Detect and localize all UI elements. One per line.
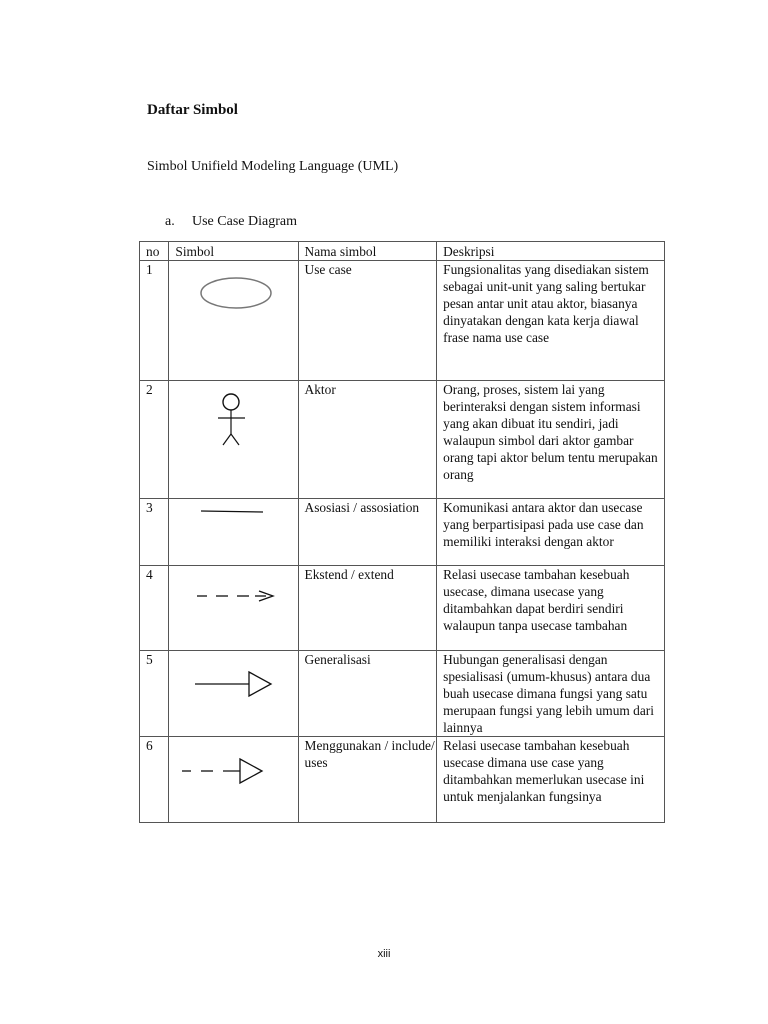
header-description: Deskripsi [437, 242, 665, 261]
symbol-name: Use case [298, 261, 437, 381]
symbol-cell [169, 499, 298, 566]
table-row [140, 651, 665, 737]
table-row [140, 261, 665, 381]
table-header-row [140, 242, 665, 261]
row-number: 4 [140, 566, 169, 651]
symbol-cell [169, 737, 298, 823]
symbol-name: Menggunakan / include/ uses [298, 737, 437, 823]
symbol-cell [169, 651, 298, 737]
section-marker: a. [165, 214, 175, 229]
symbol-name: Generalisasi [298, 651, 437, 737]
symbol-description: Hubungan generalisasi dengan spesialisasi (umum-khusus) antara dua buah usecase dimana fungsi yang satu merupaan fungsi yang lebih umum dari lainnya [437, 651, 665, 737]
row-number: 6 [140, 737, 169, 823]
extend-dashed-arrow-icon [175, 566, 291, 626]
symbol-cell [169, 261, 298, 381]
table-row [140, 499, 665, 566]
row-number: 3 [140, 499, 169, 566]
row-number: 1 [140, 261, 169, 381]
section-title-text: Use Case Diagram [192, 214, 297, 229]
page-number: xiii [377, 948, 391, 960]
use-case-ellipse-icon [175, 261, 291, 361]
symbol-description: Relasi usecase tambahan kesebuah usecase, dimana usecase yang ditambahkan dapat berdiri sendiri walaupun tanpa usecase tambahan [437, 566, 665, 651]
generalization-arrow-icon [175, 651, 291, 711]
symbol-cell [169, 381, 298, 499]
header-no: no [140, 242, 169, 261]
symbol-cell [169, 566, 298, 651]
symbol-description: Relasi usecase tambahan kesebuah usecase dimana use case yang ditambahkan memerlukan usecase ini untuk menjalankan fungsinya [437, 737, 665, 823]
symbol-name: Ekstend / extend [298, 566, 437, 651]
symbol-description: Komunikasi antara aktor dan usecase yang berpartisipasi pada use case dan memiliki interaksi dengan aktor [437, 499, 665, 566]
symbol-name: Asosiasi / assosiation [298, 499, 437, 566]
association-line-icon [175, 499, 291, 539]
row-number: 2 [140, 381, 169, 499]
symbol-name: Aktor [298, 381, 437, 499]
actor-stick-figure-icon [175, 381, 291, 481]
header-symbol: Simbol [169, 242, 298, 261]
uml-symbol-table [139, 241, 665, 823]
table-row [140, 737, 665, 823]
header-name: Nama simbol [298, 242, 437, 261]
page-heading: Daftar Simbol [147, 102, 238, 118]
section-title [165, 214, 297, 230]
page-subtitle: Simbol Unifield Modeling Language (UML) [147, 159, 399, 174]
table-row [140, 566, 665, 651]
symbol-description: Orang, proses, sistem lai yang berinteraksi dengan sistem informasi yang akan dibuat itu sendiri, jadi walaupun simbol dari aktor gambar orang tapi aktor belum tentu merupakan orang [437, 381, 665, 499]
include-dashed-triangle-arrow-icon [175, 737, 291, 797]
row-number: 5 [140, 651, 169, 737]
symbol-description: Fungsionalitas yang disediakan sistem sebagai unit-unit yang saling bertukar pesan antar unit atau aktor, biasanya dinyatakan dengan kata kerja diawal frase nama use case [437, 261, 665, 381]
table-row [140, 381, 665, 499]
